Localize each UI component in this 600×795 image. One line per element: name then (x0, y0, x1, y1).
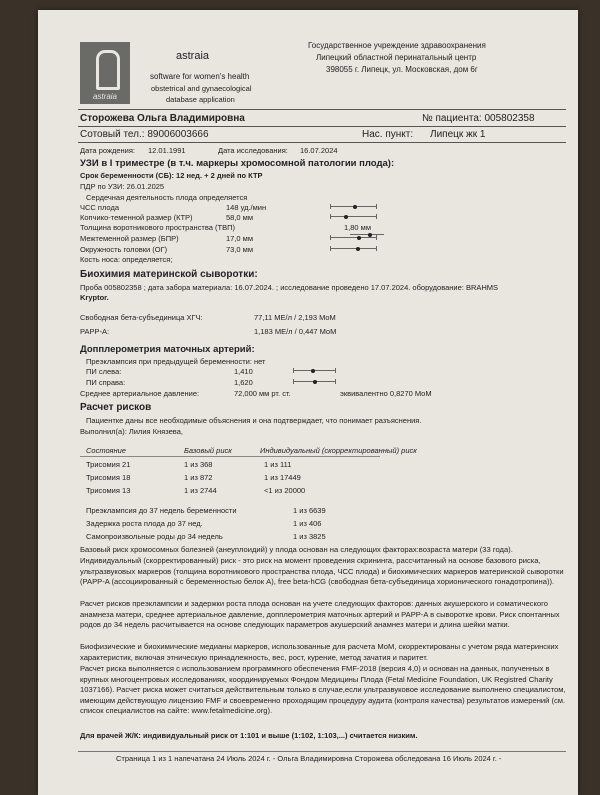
dob-value: 12.01.1991 (148, 146, 186, 155)
place-label: Нас. пункт: (362, 129, 414, 140)
percentile-tick (293, 379, 294, 384)
percentile-tick (376, 235, 377, 240)
col-individual-risk: Индивидуальный (скорректированный) риск (260, 446, 417, 455)
exam-date-label: Дата исследования: (218, 146, 288, 155)
risk-value: 1 из 3825 (293, 532, 326, 541)
percentile-tick (376, 204, 377, 209)
measurement-label: Межтеменной размер (БПР) (80, 234, 179, 243)
divider (78, 109, 566, 110)
trisomy-name: Трисомия 21 (86, 460, 131, 469)
percentile-marker (357, 236, 361, 240)
percentile-marker (344, 215, 348, 219)
pe-history: Преэклампсия при предыдущей беременности: нет (86, 357, 266, 366)
pi-right-label: ПИ справа: (86, 378, 126, 387)
exam-date-value: 16.07.2024 (300, 146, 338, 155)
ultrasound-title: УЗИ в I триместре (в т.ч. маркеры хромосомной патологии плода): (80, 158, 395, 169)
divider (78, 751, 566, 752)
note-software: Расчет риска выполняется с использованием программного обеспечения FMF-2018 (версия 4,0) и основан на данных, полученных в крупных многоцентровых исследованиях, координируемых Фондом Медицины Плода (Fetal Medicine Foundation, UK Registred Charity 1037166). Расчет риска может считаться действительным только в случае,если ультразвуковое исследование выполнено специалистом, имеющим действующую лицензию FMF и своевременно проходящим процедуру аудита (контроля качества) результатов измерений (см. список специалистов на сайте: www.fetalmedicine.org). (80, 664, 566, 716)
pi-left-value: 1,410 (234, 367, 253, 376)
hcg-value: 77,11 МЕ/л / 2,193 MoM (254, 313, 336, 322)
risk-value: 1 из 406 (293, 519, 322, 528)
percentile-line (350, 234, 384, 235)
trisomy-name: Трисомия 18 (86, 473, 131, 482)
measurement-label: Копчико-теменной размер (КТР) (80, 213, 193, 222)
dob-label: Дата рождения: (80, 146, 135, 155)
patient-name: Сторожева Ольга Владимировна (80, 113, 245, 124)
col-base-risk: Базовый риск (184, 446, 232, 455)
measurement-value: 58,0 мм (226, 213, 253, 222)
brand-sub-3: database application (166, 95, 235, 104)
note-base-risk: Базовый риск хромосомных болезней (анеуплоидий) у плода основан на следующих факторах:возраста матери (33 года). (80, 545, 513, 554)
doctor-name: Выполнил(а): Лилия Князева, (80, 427, 183, 436)
percentile-line (330, 216, 376, 217)
percentile-marker (313, 380, 317, 384)
report-page (38, 10, 578, 795)
nasal-bone: Кость носа: определяется; (80, 255, 173, 264)
patient-phone: Сотовый тел.: 89006003666 (80, 129, 209, 140)
page-footer: Страница 1 из 1 напечатана 24 Июль 2024 г. - Ольга Владимировна Сторожева обследована 16 Июль 2024 г. - (116, 754, 502, 763)
biochem-title: Биохимия материнской сыворотки: (80, 269, 258, 280)
trisomy-base: 1 из 2744 (184, 486, 217, 495)
percentile-marker (311, 369, 315, 373)
percentile-marker (368, 233, 372, 237)
percentile-tick (293, 368, 294, 373)
risk-name: Преэклампсия до 37 недель беременности (86, 506, 237, 515)
pi-right-value: 1,620 (234, 378, 253, 387)
percentile-line (330, 248, 376, 249)
measurement-label: Окружность головки (ОГ) (80, 245, 168, 254)
note-medians: Биофизические и биохимические медианы маркеров, использованные для расчета МоМ, скорректированы с учетом ряда материнских характеристик, включая этническую принадлежность, вес, рост, курение, метод зачатия и паритет. (80, 642, 559, 662)
consent-text: Пациентке даны все необходимые объяснения и она подтверждает, что понимает разъяснения. (86, 416, 422, 425)
percentile-tick (330, 204, 331, 209)
percentile-marker (353, 205, 357, 209)
institution-line-1: Государственное учреждение здравоохранения (308, 41, 486, 50)
percentile-tick (330, 214, 331, 219)
logo-figure-icon (96, 50, 120, 90)
measurement-value: 17,0 мм (226, 234, 253, 243)
trisomy-base: 1 из 368 (184, 460, 213, 469)
risk-title: Расчет рисков (80, 402, 152, 413)
sample-info: Проба 005802358 ; дата забора материала: 16.07.2024. ; исследование проведено 17.07.2024. оборудование: BRAHMS (80, 283, 499, 292)
percentile-line (330, 237, 376, 238)
equipment-cont: Kryptor. (80, 293, 109, 302)
percentile-tick (376, 214, 377, 219)
patient-id: № пациента: 005802358 (422, 113, 535, 124)
brand-name: astraia (176, 50, 210, 62)
percentile-tick (330, 235, 331, 240)
place-value: Липецк жк 1 (430, 129, 486, 140)
note-individual-risk: Индивидуальный (скорректированный) риск - это риск на момент проведения скрининга, рассчитанный на основе базового риска, ультразвуковых маркеров (толщина воротникового пространства плода, ЧСС плода) и биохимических маркеров материнской сыворотки (PAPP-A (ассоциированный с беременностью белок А), free beta-hCG (свободная бета-субъединица хорионического гонадотропина)). (80, 556, 564, 587)
institution-line-2: Липецкий областной перинатальный центр (316, 53, 477, 62)
divider (80, 456, 380, 457)
measurement-label: ЧСС плода (80, 203, 119, 212)
hcg-label: Свободная бета-субъединица ХГЧ: (80, 313, 203, 322)
measurement-label: Толщина воротникового пространства (ТВП) (80, 223, 235, 232)
astraia-logo: astraia (80, 42, 130, 104)
divider (78, 142, 566, 143)
pappa-label: PAPP-A: (80, 327, 110, 336)
measurement-value: 148 уд./мин (226, 203, 267, 212)
doppler-title: Допплерометрия маточных артерий: (80, 344, 255, 355)
brand-sub-1: software for women's health (150, 72, 250, 81)
divider (78, 126, 566, 127)
institution-line-3: 398055 г. Липецк, ул. Московская, дом 6г (326, 65, 478, 74)
percentile-tick (376, 246, 377, 251)
pi-left-label: ПИ слева: (86, 367, 122, 376)
trisomy-ind: 1 из 17449 (264, 473, 301, 482)
map-label: Среднее артериальное давление: (80, 389, 200, 398)
risk-name: Самопроизвольные роды до 34 недель (86, 532, 223, 541)
trisomy-base: 1 из 872 (184, 473, 213, 482)
risk-name: Задержка роста плода до 37 нед. (86, 519, 203, 528)
risk-value: 1 из 6639 (293, 506, 326, 515)
map-value: 72,000 мм рт. ст. (234, 389, 291, 398)
measurement-value: 73,0 мм (226, 245, 253, 254)
note-pe-risk: Расчет рисков преэклампсии и задержки роста плода основан на учете следующих факторов: данных акушерского и соматического анамнеза матери, среднее артериальное давление, допплерометрия маточных артерий и PAPP-A в сыворотке крови. Риск спонтанных родов до 34 недель расчитывается на основе следующих параметров акушерский анамнез матери и длина шейки матки. (80, 599, 560, 630)
trisomy-ind: 1 из 111 (264, 460, 292, 469)
map-mom: эквивалентно 0,8270 MoM (340, 389, 432, 398)
trisomy-name: Трисомия 13 (86, 486, 131, 495)
percentile-tick (335, 368, 336, 373)
edd-by-ultrasound: ПДР по УЗИ: 26.01.2025 (80, 182, 165, 191)
fetal-heart-activity: Сердечная деятельность плода определяется (86, 193, 248, 202)
col-condition: Состояние (86, 446, 126, 455)
percentile-tick (335, 379, 336, 384)
conclusion: Для врачей Ж/К: индивидуальный риск от 1:101 и выше (1:102, 1:103,...) считается низким. (80, 731, 418, 740)
measurement-value: 1,80 мм (344, 223, 371, 232)
percentile-tick (330, 246, 331, 251)
gestational-term: Срок беременности (СБ): 12 нед. + 2 дней по КТР (80, 171, 263, 180)
trisomy-ind: <1 из 20000 (264, 486, 306, 495)
pappa-value: 1,183 МЕ/л / 0,447 MoM (254, 327, 337, 336)
brand-sub-2: obstetrical and gynaecological (151, 84, 252, 93)
percentile-marker (356, 247, 360, 251)
